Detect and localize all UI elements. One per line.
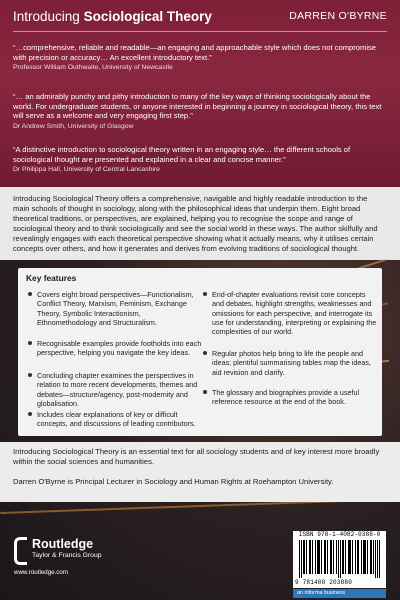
- book-title: [13, 9, 212, 24]
- feature-item: [212, 290, 377, 336]
- bullet-icon: [28, 341, 32, 345]
- feature-text: The glossary and biographies provide a useful reference resource at the end of the book.: [212, 388, 360, 407]
- feature-text: Includes clear explanations of key or difficult concepts, and discussions of leading contributors.: [37, 410, 196, 429]
- author-name: DARREN O'BYRNE: [289, 10, 387, 22]
- feature-item: [37, 339, 202, 358]
- bullet-icon: [28, 373, 32, 377]
- bullet-icon: [28, 292, 32, 296]
- header: [13, 9, 387, 27]
- quote-text: “A distinctive introduction to sociological theory written in an engaging style… the different schools of sociological thought are presented and explained in a clear and concise manner.”: [13, 145, 351, 164]
- barcode: [293, 531, 386, 588]
- bullet-icon: [203, 292, 207, 296]
- feature-text: Concluding chapter examines the perspectives in relation to more recent developments, themes and debates—structure/agency, post-modernity and globalisation.: [37, 371, 198, 408]
- feature-text: Covers eight broad perspectives—Functionalism, Conflict Theory, Marxism, Feminism, Exchange Theory, Symbolic Interactionism, Ethnomethodology and Structuralism.: [37, 290, 194, 327]
- closing-band: [0, 442, 400, 502]
- book-description: Introducing Sociological Theory offers a comprehensive, navigable and highly readable introduction to the main schools of thought in sociology, along with the philosophical ideas that underpin them. Eight broad theoretical traditions, or perspectives, are explained, helping you to recognise the scope and range of sociological theory and to think sociologically and see the social world in these ways. The author skilfully and revealingly engages with each theoretical perspective showing what it actually means, why it utilises certain concepts over others, and how it generates and derives from evolving traditions of sociological thought.: [13, 194, 378, 253]
- quote-text: “…comprehensive, reliable and readable—an engaging and approachable style which does not compromise with precision or accuracy… An excellent introductory text.”: [13, 43, 377, 62]
- bullet-icon: [203, 390, 207, 394]
- author-bio: Darren O'Byrne is Principal Lecturer in Sociology and Human Rights at Roehampton University.: [13, 477, 334, 486]
- review-quote: [13, 43, 383, 73]
- key-features-heading: Key features: [26, 273, 77, 283]
- feature-text: Recognisable examples provide footholds into each perspective, helping you navigate the key ideas.: [37, 339, 202, 358]
- feature-item: [37, 371, 202, 408]
- publisher-logo: [14, 537, 134, 593]
- feature-item: [212, 349, 377, 377]
- key-features-box: [18, 268, 382, 436]
- publisher-group: Taylor & Francis Group: [32, 552, 102, 559]
- quote-attribution: Dr Philippa Hall, University of Central Lancashire: [13, 166, 160, 174]
- feature-item: [212, 388, 377, 407]
- feature-item: [37, 410, 202, 429]
- publisher-url: www.routledge.com: [14, 569, 68, 576]
- feature-item: [37, 290, 202, 327]
- review-quote: [13, 92, 383, 131]
- informa-strip: an informa business: [293, 589, 386, 598]
- routledge-logo-icon: [14, 537, 27, 565]
- feature-text: Regular photos help bring to life the people and ideas; plentiful summarising tables map the ideas, aid revision and clarify.: [212, 349, 372, 377]
- barcode-bars-icon: [299, 540, 380, 578]
- feature-text: End-of-chapter evaluations revisit core concepts and debates, highlight strengths, weaknesses and omissions for each perspective, and interrogate its use for understanding, interpreting or explaining the complexities of our world.: [212, 290, 377, 337]
- bullet-icon: [203, 351, 207, 355]
- book-title-bold: Sociological Theory: [83, 9, 212, 24]
- publisher-name: Routledge: [32, 537, 94, 551]
- quote-attribution: Professor William Outhwaite, University of Newcastle: [13, 64, 173, 72]
- review-quote: [13, 145, 383, 175]
- isbn-digits: 9 781408 203880: [295, 579, 353, 586]
- isbn-label: ISBN 978-1-4082-0388-0: [298, 531, 381, 538]
- book-title-light: Introducing: [13, 9, 80, 24]
- description-band: [0, 187, 400, 260]
- quote-text: “… an admirably punchy and pithy introduction to many of the key ways of thinking sociologically about the world. For undergraduate students, or anyone interested in beginning a journey in sociological theory, this text will serve as a welcome and very engaging first step.”: [13, 92, 382, 121]
- essential-text: Introducing Sociological Theory is an essential text for all sociology students and of key interest more broadly within the social sciences and humanities.: [13, 447, 380, 466]
- bullet-icon: [28, 412, 32, 416]
- title-divider: [13, 31, 387, 32]
- quote-attribution: Dr Andrew Smith, University of Glasgow: [13, 122, 134, 130]
